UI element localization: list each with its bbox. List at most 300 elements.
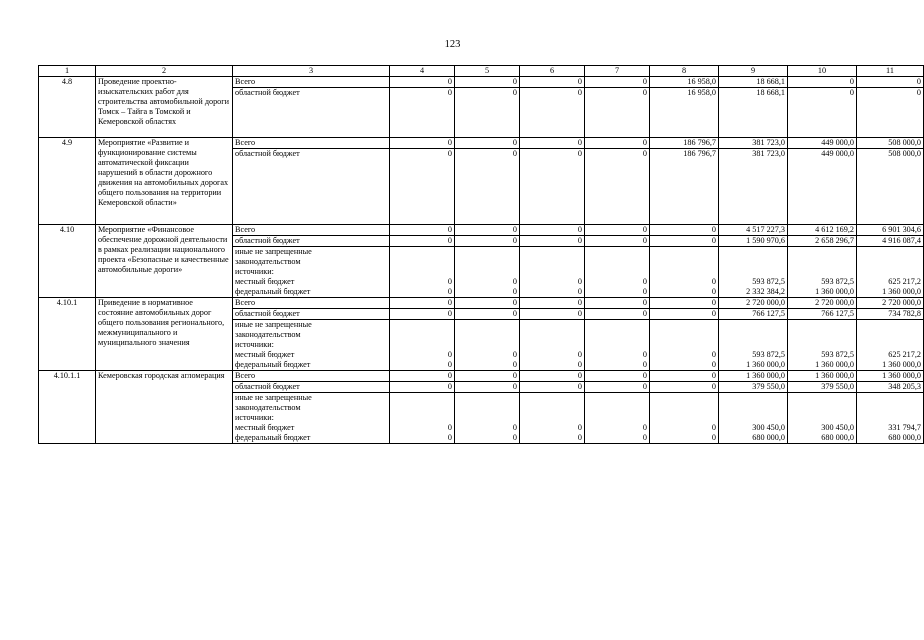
funding-source <box>233 382 390 393</box>
value-line: 766 127,5 <box>821 309 854 318</box>
budget-table <box>38 65 924 444</box>
value-line: 0 <box>642 433 647 442</box>
value-line <box>587 330 647 340</box>
funding-source <box>233 149 390 225</box>
funding-source <box>233 247 390 298</box>
funding-source-line: Всего <box>235 298 256 307</box>
column-header: 7 <box>585 66 650 77</box>
value-line <box>652 267 716 277</box>
funding-source <box>233 77 390 88</box>
value-line: 2 720 000,0 <box>746 298 785 307</box>
value-cell <box>390 382 455 393</box>
funding-source-line: областной бюджет <box>235 309 300 318</box>
value-line: 0 <box>577 277 582 286</box>
value-line <box>587 340 647 350</box>
value-cell <box>857 371 924 382</box>
value-line: 0 <box>642 149 647 158</box>
value-cell <box>390 225 455 236</box>
value-cell <box>455 393 520 444</box>
value-line <box>392 340 452 350</box>
value-line <box>457 247 517 257</box>
value-line: 680 000,0 <box>821 433 854 442</box>
value-line <box>522 257 582 267</box>
value-line: 0 <box>642 138 647 147</box>
value-line: 0 <box>577 88 582 97</box>
value-cell <box>788 371 857 382</box>
value-line <box>859 257 921 267</box>
value-line: 0 <box>447 423 452 432</box>
value-line <box>457 393 517 403</box>
value-line: 0 <box>577 225 582 234</box>
value-line: 449 000,0 <box>821 149 854 158</box>
value-cell <box>719 320 788 371</box>
column-header: 4 <box>390 66 455 77</box>
value-line: 1 360 000,0 <box>815 360 854 369</box>
value-line <box>457 320 517 330</box>
value-cell <box>788 138 857 149</box>
value-line <box>652 257 716 267</box>
value-line <box>587 257 647 267</box>
value-line <box>652 330 716 340</box>
value-line: 0 <box>577 77 582 86</box>
value-line: 0 <box>711 382 716 391</box>
value-cell <box>520 149 585 225</box>
value-line: 0 <box>447 382 452 391</box>
value-cell <box>520 77 585 88</box>
value-line: 0 <box>512 309 517 318</box>
value-line <box>587 267 647 277</box>
funding-source-line: иные не запрещенные <box>235 393 312 402</box>
value-line <box>859 267 921 277</box>
value-line: 0 <box>711 287 716 296</box>
value-line: 0 <box>642 350 647 359</box>
value-line <box>721 257 785 267</box>
value-line: 0 <box>512 382 517 391</box>
value-line: 1 360 000,0 <box>882 287 921 296</box>
value-cell <box>455 382 520 393</box>
value-line: 0 <box>711 433 716 442</box>
value-line: 593 872,5 <box>752 350 785 359</box>
value-cell <box>390 371 455 382</box>
funding-source-line: областной бюджет <box>235 382 300 391</box>
value-cell <box>719 309 788 320</box>
value-cell <box>455 88 520 138</box>
value-line: 0 <box>512 371 517 380</box>
value-line: 0 <box>577 298 582 307</box>
funding-source-line: федеральный бюджет <box>235 287 311 296</box>
value-line <box>392 267 452 277</box>
value-cell <box>650 298 719 309</box>
value-cell <box>719 138 788 149</box>
value-cell <box>857 298 924 309</box>
value-line: 0 <box>642 287 647 296</box>
value-cell <box>585 320 650 371</box>
value-cell <box>788 77 857 88</box>
value-cell <box>520 298 585 309</box>
value-cell <box>857 225 924 236</box>
value-line: 300 450,0 <box>752 423 785 432</box>
value-line <box>721 247 785 257</box>
value-line: 593 872,5 <box>752 277 785 286</box>
value-cell <box>857 320 924 371</box>
value-line <box>522 320 582 330</box>
value-cell <box>455 320 520 371</box>
value-line <box>790 267 854 277</box>
table-row <box>39 225 924 236</box>
value-line: 0 <box>849 88 854 97</box>
value-line: 0 <box>849 77 854 86</box>
value-line: 379 550,0 <box>821 382 854 391</box>
value-line <box>721 330 785 340</box>
value-cell <box>390 298 455 309</box>
value-line: 6 901 304,6 <box>882 225 921 234</box>
value-line: 0 <box>711 236 716 245</box>
funding-source <box>233 236 390 247</box>
value-line <box>859 403 921 413</box>
value-line: 0 <box>512 433 517 442</box>
value-line: 0 <box>642 423 647 432</box>
funding-source <box>233 298 390 309</box>
column-header: 11 <box>857 66 924 77</box>
value-cell <box>585 149 650 225</box>
value-cell <box>520 138 585 149</box>
value-line: 0 <box>642 382 647 391</box>
value-line <box>392 393 452 403</box>
value-cell <box>520 320 585 371</box>
value-cell <box>857 382 924 393</box>
value-cell <box>857 138 924 149</box>
value-line: 1 590 970,6 <box>746 236 785 245</box>
item-name: Мероприятие «Финансовое обеспечение дорожной деятельности в рамках реализации национального проекта «Безопасные и качественные автомобильные дороги» <box>96 225 233 298</box>
value-line <box>790 413 854 423</box>
value-line <box>859 320 921 330</box>
value-line <box>392 413 452 423</box>
funding-source-line: законодательством <box>235 257 301 266</box>
funding-source-line: иные не запрещенные <box>235 320 312 329</box>
value-line: 0 <box>577 382 582 391</box>
value-cell <box>788 88 857 138</box>
value-line <box>522 413 582 423</box>
value-cell <box>857 77 924 88</box>
value-line: 0 <box>577 138 582 147</box>
value-line: 2 720 000,0 <box>815 298 854 307</box>
value-line: 0 <box>711 277 716 286</box>
value-line <box>457 340 517 350</box>
value-line: 4 916 087,4 <box>882 236 921 245</box>
value-cell <box>455 309 520 320</box>
value-line: 593 872,5 <box>821 350 854 359</box>
value-cell <box>719 393 788 444</box>
value-line: 4 517 227,3 <box>746 225 785 234</box>
funding-source-line: местный бюджет <box>235 350 295 359</box>
value-cell <box>585 371 650 382</box>
funding-source-line: источники: <box>235 413 274 422</box>
item-name: Мероприятие «Развитие и функционирование системы автоматической фиксации нарушений в области дорожного движения на автомобильных дорогах общего пользования на территории Кемеровской области» <box>96 138 233 225</box>
value-line <box>721 267 785 277</box>
value-line: 0 <box>711 309 716 318</box>
value-line: 18 668,1 <box>756 77 785 86</box>
value-line: 18 668,1 <box>756 88 785 97</box>
value-line: 0 <box>447 277 452 286</box>
value-line: 0 <box>711 350 716 359</box>
value-cell <box>650 77 719 88</box>
value-cell <box>390 138 455 149</box>
column-header: 6 <box>520 66 585 77</box>
value-cell <box>390 236 455 247</box>
value-cell <box>520 247 585 298</box>
value-cell <box>390 393 455 444</box>
value-line: 0 <box>642 298 647 307</box>
value-cell <box>520 382 585 393</box>
value-line <box>790 340 854 350</box>
value-cell <box>650 371 719 382</box>
value-line: 300 450,0 <box>821 423 854 432</box>
value-cell <box>585 138 650 149</box>
column-header: 3 <box>233 66 390 77</box>
value-line <box>587 247 647 257</box>
value-line: 0 <box>642 371 647 380</box>
funding-source-line: областной бюджет <box>235 88 300 97</box>
value-line: 2 720 000,0 <box>882 298 921 307</box>
funding-source <box>233 309 390 320</box>
value-line <box>721 403 785 413</box>
value-cell <box>650 393 719 444</box>
funding-source-line: федеральный бюджет <box>235 360 311 369</box>
value-cell <box>719 236 788 247</box>
value-line <box>457 267 517 277</box>
value-line: 0 <box>711 298 716 307</box>
funding-source-line: Всего <box>235 138 256 147</box>
value-cell <box>390 88 455 138</box>
value-cell <box>585 382 650 393</box>
value-cell <box>520 225 585 236</box>
value-line <box>522 340 582 350</box>
value-line: 0 <box>642 236 647 245</box>
value-cell <box>788 393 857 444</box>
value-line <box>790 257 854 267</box>
value-line: 16 958,0 <box>687 77 716 86</box>
value-cell <box>585 88 650 138</box>
value-line: 680 000,0 <box>888 433 921 442</box>
value-line <box>392 257 452 267</box>
value-line <box>522 267 582 277</box>
value-line: 1 360 000,0 <box>746 360 785 369</box>
value-line <box>587 413 647 423</box>
value-line: 0 <box>577 350 582 359</box>
value-line <box>859 247 921 257</box>
value-line <box>457 330 517 340</box>
value-cell <box>650 236 719 247</box>
value-line <box>721 413 785 423</box>
value-line: 0 <box>447 298 452 307</box>
value-cell <box>650 320 719 371</box>
value-cell <box>650 88 719 138</box>
value-cell <box>520 88 585 138</box>
value-line: 0 <box>447 371 452 380</box>
value-line: 2 332 384,2 <box>746 287 785 296</box>
value-cell <box>788 298 857 309</box>
funding-source <box>233 320 390 371</box>
funding-source-line: законодательством <box>235 330 301 339</box>
value-cell <box>585 236 650 247</box>
value-cell <box>788 149 857 225</box>
value-line: 0 <box>447 236 452 245</box>
funding-source-line: областной бюджет <box>235 236 300 245</box>
value-line: 593 872,5 <box>821 277 854 286</box>
value-line: 1 360 000,0 <box>815 287 854 296</box>
header-row <box>39 66 924 77</box>
value-cell <box>650 382 719 393</box>
value-cell <box>585 225 650 236</box>
value-line <box>652 393 716 403</box>
value-cell <box>520 371 585 382</box>
value-line: 0 <box>447 88 452 97</box>
value-line <box>721 320 785 330</box>
value-line: 1 360 000,0 <box>815 371 854 380</box>
value-cell <box>585 309 650 320</box>
value-cell <box>719 382 788 393</box>
value-cell <box>857 149 924 225</box>
value-line <box>721 340 785 350</box>
value-line: 0 <box>642 360 647 369</box>
value-cell <box>455 149 520 225</box>
column-header: 10 <box>788 66 857 77</box>
value-line: 0 <box>512 360 517 369</box>
value-line <box>392 403 452 413</box>
value-line <box>859 413 921 423</box>
funding-source <box>233 371 390 382</box>
value-line: 0 <box>512 287 517 296</box>
value-line: 625 217,2 <box>888 277 921 286</box>
item-code: 4.10.1 <box>39 298 96 371</box>
value-line: 0 <box>447 138 452 147</box>
value-line <box>652 403 716 413</box>
value-line <box>859 393 921 403</box>
value-line: 0 <box>577 287 582 296</box>
value-line: 0 <box>916 88 921 97</box>
value-cell <box>455 138 520 149</box>
table-body <box>39 77 924 444</box>
funding-source <box>233 393 390 444</box>
value-line <box>457 413 517 423</box>
value-line: 381 723,0 <box>752 138 785 147</box>
value-line: 0 <box>447 309 452 318</box>
funding-source-line: Всего <box>235 225 256 234</box>
value-cell <box>719 88 788 138</box>
value-cell <box>719 247 788 298</box>
value-line <box>790 403 854 413</box>
value-cell <box>455 77 520 88</box>
value-cell <box>455 236 520 247</box>
value-line: 734 782,8 <box>888 309 921 318</box>
value-line: 379 550,0 <box>752 382 785 391</box>
value-line <box>652 340 716 350</box>
value-line <box>457 257 517 267</box>
value-line: 680 000,0 <box>752 433 785 442</box>
value-line: 625 217,2 <box>888 350 921 359</box>
value-line <box>392 247 452 257</box>
value-line <box>522 393 582 403</box>
value-cell <box>788 236 857 247</box>
value-line: 0 <box>512 88 517 97</box>
item-code: 4.9 <box>39 138 96 225</box>
value-cell <box>788 309 857 320</box>
funding-source-line: местный бюджет <box>235 423 295 432</box>
funding-source-line: источники: <box>235 267 274 276</box>
table-header <box>39 66 924 77</box>
value-line <box>587 320 647 330</box>
value-line: 1 360 000,0 <box>746 371 785 380</box>
value-line <box>522 330 582 340</box>
value-cell <box>719 77 788 88</box>
value-line: 0 <box>711 423 716 432</box>
value-line: 16 958,0 <box>687 88 716 97</box>
value-cell <box>455 225 520 236</box>
value-line <box>652 320 716 330</box>
value-line: 0 <box>642 88 647 97</box>
value-line: 0 <box>642 277 647 286</box>
value-line <box>392 320 452 330</box>
value-line: 0 <box>577 149 582 158</box>
value-line: 0 <box>447 149 452 158</box>
funding-source-line: областной бюджет <box>235 149 300 158</box>
value-cell <box>585 393 650 444</box>
value-cell <box>719 149 788 225</box>
value-cell <box>520 309 585 320</box>
funding-source <box>233 138 390 149</box>
value-line <box>652 413 716 423</box>
value-line: 0 <box>916 77 921 86</box>
value-line: 0 <box>642 77 647 86</box>
value-line: 0 <box>447 433 452 442</box>
value-line: 0 <box>447 225 452 234</box>
funding-source-line: законодательством <box>235 403 301 412</box>
item-code: 4.10 <box>39 225 96 298</box>
value-cell <box>788 320 857 371</box>
value-line: 2 658 296,7 <box>815 236 854 245</box>
value-line: 186 796,7 <box>683 149 716 158</box>
value-cell <box>390 77 455 88</box>
funding-source-line: Всего <box>235 77 256 86</box>
item-code: 4.8 <box>39 77 96 138</box>
value-line: 0 <box>577 309 582 318</box>
value-line: 331 794,7 <box>888 423 921 432</box>
value-line <box>790 320 854 330</box>
value-line: 0 <box>711 360 716 369</box>
page-number: 123 <box>444 39 461 50</box>
value-line <box>790 393 854 403</box>
value-line: 0 <box>512 225 517 234</box>
value-cell <box>455 371 520 382</box>
funding-source-line: Всего <box>235 371 256 380</box>
value-line <box>522 247 582 257</box>
value-line: 0 <box>512 149 517 158</box>
value-line <box>652 247 716 257</box>
funding-source-line: иные не запрещенные <box>235 247 312 256</box>
value-line <box>790 330 854 340</box>
value-line: 0 <box>577 433 582 442</box>
value-line: 0 <box>512 277 517 286</box>
table-row <box>39 371 924 382</box>
item-name: Проведение проектно-изыскательских работ для строительства автомобильной дороги Томск – Тайга в Томской и Кемеровской областях <box>96 77 233 138</box>
value-cell <box>857 309 924 320</box>
value-line: 1 360 000,0 <box>882 371 921 380</box>
value-cell <box>719 225 788 236</box>
value-line <box>721 393 785 403</box>
value-cell <box>390 149 455 225</box>
value-line: 0 <box>447 77 452 86</box>
value-cell <box>390 309 455 320</box>
